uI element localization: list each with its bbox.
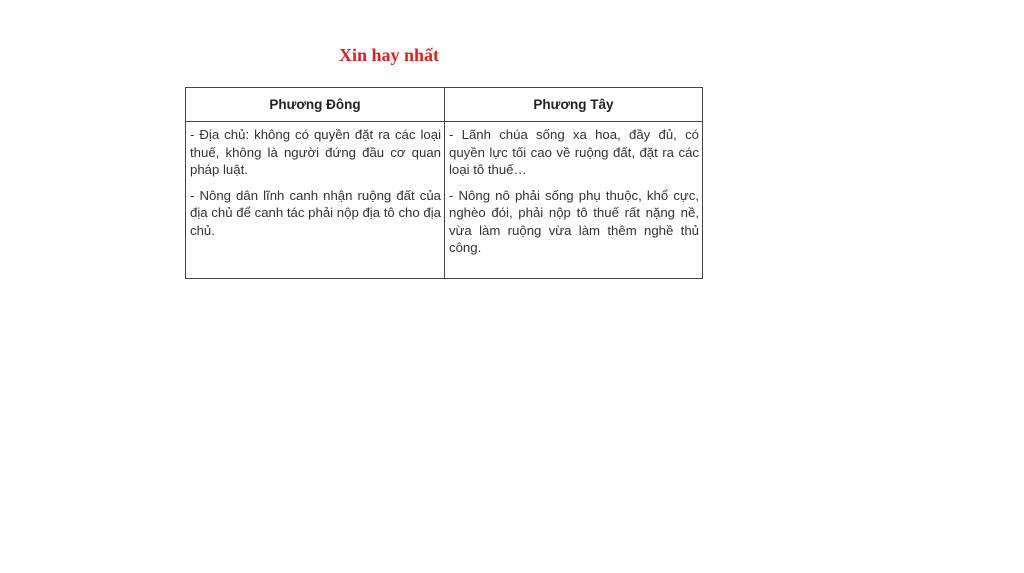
table-header-row: [186, 88, 703, 122]
cell-paragraph: - Địa chủ: không có quyền đặt ra các loại thuế, không là người đứng đầu cơ quan pháp luật.: [190, 127, 441, 177]
comparison-table: [185, 87, 703, 279]
table-cell-phuong-dong: [186, 122, 445, 279]
table-cell-phuong-tay: [445, 122, 703, 279]
cell-paragraph: - Nông nô phải sống phụ thuộc, khổ cực, nghèo đói, phải nộp tô thuế rất nặng nề, vừa làm ruộng vừa làm thêm nghề thủ công.: [449, 187, 699, 255]
table-row: [186, 122, 703, 279]
cell-paragraph: - Lãnh chúa sống xa hoa, đầy đủ, có quyền lực tối cao về ruộng đất, đặt ra các loại tô thuế…: [449, 127, 699, 177]
cell-paragraph: - Nông dân lĩnh canh nhận ruộng đất của địa chủ để canh tác phải nộp địa tô cho địa chủ.: [190, 187, 441, 238]
page-title: Xin hay nhất: [339, 45, 440, 65]
column-header-phuong-tay: Phương Tây: [445, 88, 703, 122]
column-header-phuong-dong: Phương Đông: [186, 88, 445, 122]
